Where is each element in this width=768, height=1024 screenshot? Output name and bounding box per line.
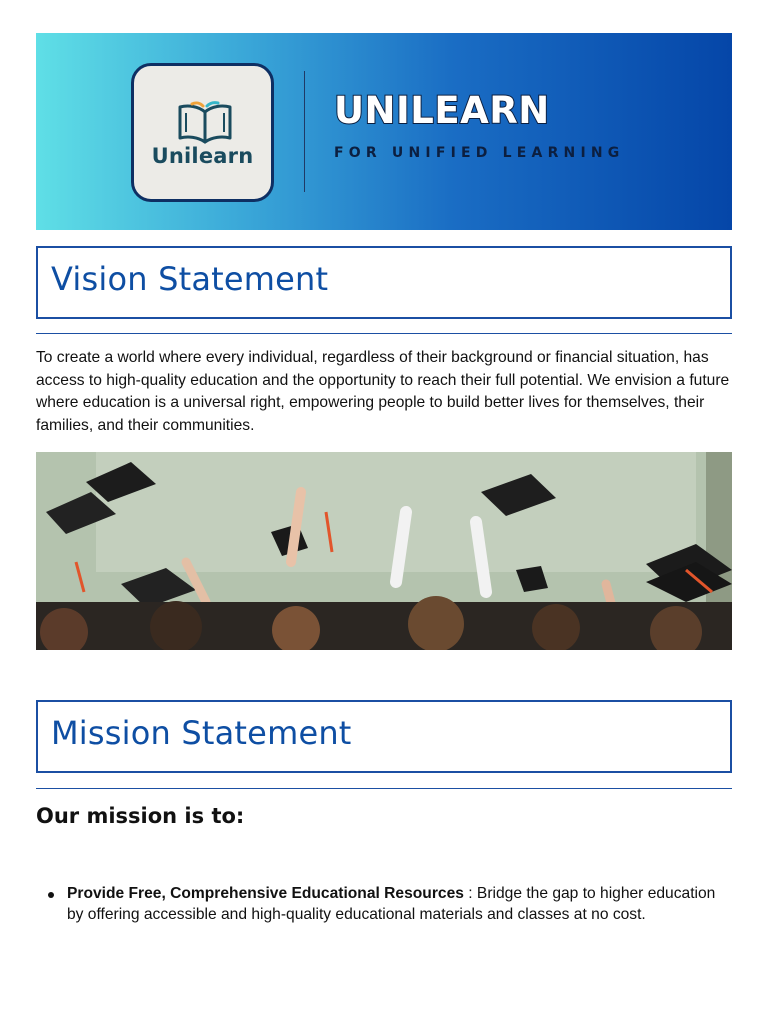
brand-tagline: FOR UNIFIED LEARNING (334, 145, 625, 161)
graduation-photo (36, 452, 732, 650)
vision-heading-box (36, 246, 732, 319)
mission-list (36, 884, 732, 925)
mission-item-text: Bridge the gap to higher education by offering accessible and high-quality educational materials and classes at no cost. (67, 885, 716, 923)
brand-name: UNILEARN (334, 89, 550, 132)
mission-item-title: Provide Free, Comprehensive Educational Resources (67, 885, 464, 902)
vision-heading: Vision Statement (51, 260, 329, 298)
mission-item-separator: : (463, 885, 477, 902)
open-book-icon (176, 100, 234, 144)
graduates-throwing-caps-illustration (36, 452, 732, 650)
banner-divider (304, 71, 305, 192)
mission-divider (36, 788, 732, 789)
mission-heading: Mission Statement (51, 714, 352, 752)
logo (131, 63, 274, 202)
mission-heading-box (36, 700, 732, 773)
vision-body: To create a world where every individual, regardless of their background or financial situation, has access to high-quality education and the opportunity to reach their full potential. We envision a future where education is a universal right, empowering people to build better lives for themselves, their families, and their communities. (36, 349, 730, 434)
vision-divider (36, 333, 732, 334)
list-item (36, 884, 732, 925)
mission-intro: Our mission is to: (36, 804, 245, 828)
logo-text: Unilearn (151, 144, 254, 168)
bullet-icon (48, 892, 54, 898)
header-banner (36, 33, 732, 230)
